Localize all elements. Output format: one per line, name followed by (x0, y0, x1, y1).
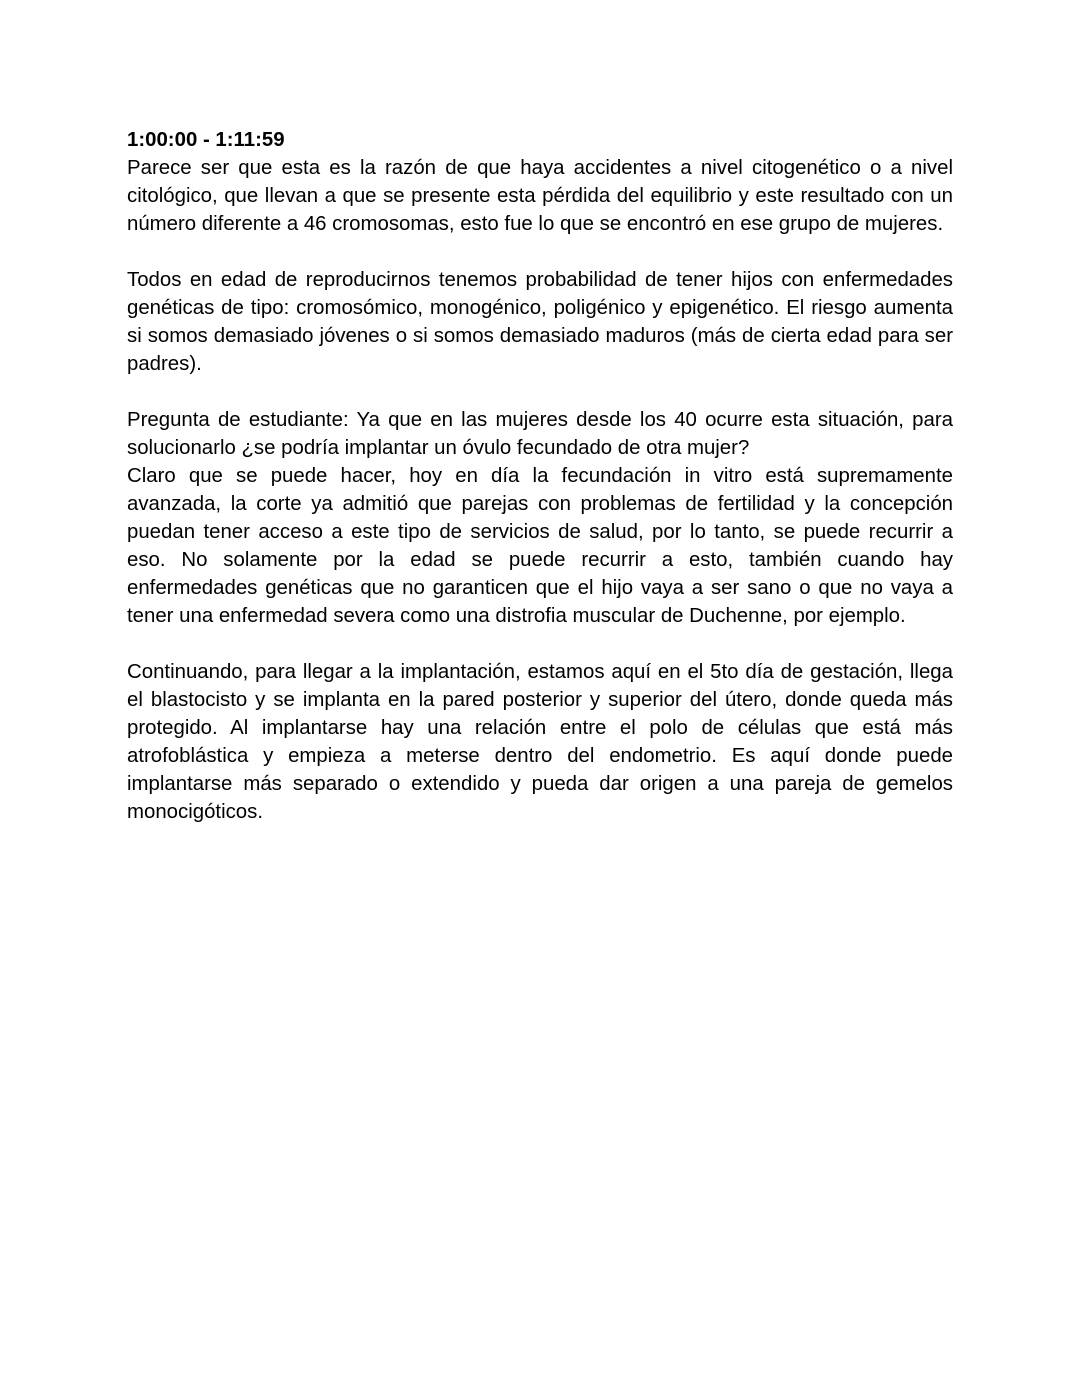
document-body (127, 126, 953, 826)
paragraph-answer-ivf: Claro que se puede hacer, hoy en día la fecundación in vitro está supremamente avanzada, la corte ya admitió que parejas con problemas de fertilidad y la concepción puedan tener acceso a este tipo de servicios de salud, por lo tanto, se puede recurrir a eso. No solamente por la edad se puede recurrir a esto, también cuando hay enfermedades genéticas que no garanticen que el hijo vaya a ser sano o que no vaya a tener una enfermedad severa como una distrofia muscular de Duchenne, por ejemplo. (127, 465, 953, 627)
paragraph-spacer (127, 238, 953, 266)
paragraph-genetic-risk: Todos en edad de reproducirnos tenemos probabilidad de tener hijos con enfermedades genéticas de tipo: cromosómico, monogénico, poligénico y epigenético. El riesgo aumenta si somos demasiado jóvenes o si somos demasiado maduros (más de cierta edad para ser padres). (127, 269, 953, 375)
timestamp-heading: 1:00:00 - 1:11:59 (127, 129, 285, 151)
paragraph-spacer (127, 630, 953, 658)
paragraph-chromosome-accidents: Parece ser que esta es la razón de que haya accidentes a nivel citogenético o a nivel citológico, que llevan a que se presente esta pérdida del equilibrio y este resultado con un número diferente a 46 cromosomas, esto fue lo que se encontró en ese grupo de mujeres. (127, 157, 953, 235)
paragraph-implantation: Continuando, para llegar a la implantación, estamos aquí en el 5to día de gestación, llega el blastocisto y se implanta en la pared posterior y superior del útero, donde queda más protegido. Al implantarse hay una relación entre el polo de células que está más atrofoblástica y empieza a meterse dentro del endometrio. Es aquí donde puede implantarse más separado o extendido y pueda dar origen a una pareja de gemelos monocigóticos. (127, 661, 953, 823)
paragraph-student-question: Pregunta de estudiante: Ya que en las mujeres desde los 40 ocurre esta situación, para solucionarlo ¿se podría implantar un óvulo fecundado de otra mujer? (127, 409, 953, 459)
paragraph-spacer (127, 378, 953, 406)
